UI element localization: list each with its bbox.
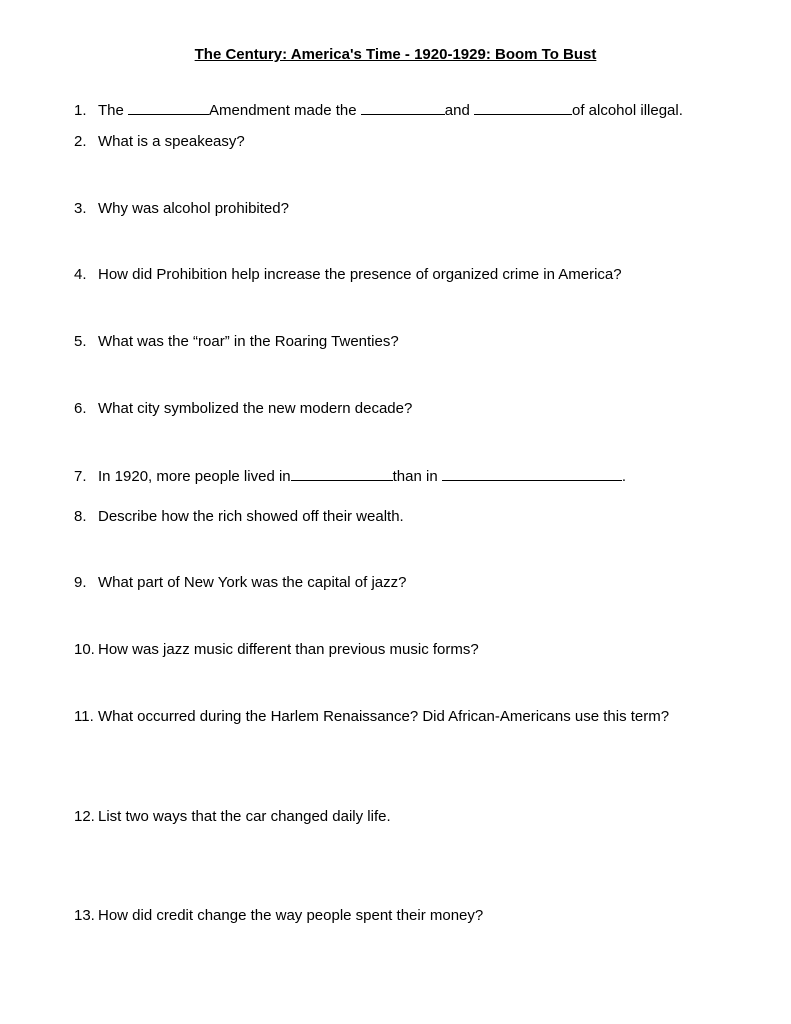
- question-text-part: and: [444, 102, 474, 119]
- question-number: 2.: [74, 133, 87, 150]
- question-13: [74, 907, 483, 925]
- question-text: What city symbolized the new modern decade?: [98, 400, 413, 417]
- question-number: 13.: [74, 907, 95, 924]
- question-number: 8.: [74, 508, 87, 525]
- answer-blank[interactable]: [474, 100, 572, 115]
- question-2: [74, 133, 245, 151]
- question-text: How did credit change the way people spent their money?: [98, 907, 484, 924]
- question-text: What occurred during the Harlem Renaissance? Did African-Americans use this term?: [98, 708, 670, 725]
- question-9: [74, 574, 407, 592]
- question-11: [74, 708, 669, 726]
- question-12: [74, 808, 391, 826]
- question-text: What is a speakeasy?: [98, 133, 245, 150]
- question-10: [74, 641, 479, 659]
- question-number: 11.: [74, 708, 94, 725]
- question-3: [74, 200, 289, 218]
- question-1: [74, 100, 683, 120]
- answer-blank[interactable]: [128, 100, 209, 115]
- question-text-part: In 1920, more people lived in: [98, 468, 291, 485]
- question-text: What part of New York was the capital of jazz?: [98, 574, 407, 591]
- question-number: 7.: [74, 468, 87, 485]
- question-number: 10.: [74, 641, 95, 658]
- question-number: 9.: [74, 574, 87, 591]
- answer-blank[interactable]: [361, 100, 445, 115]
- question-text-part: Amendment made the: [209, 102, 361, 119]
- question-number: 12.: [74, 808, 95, 825]
- worksheet-title: The Century: America's Time - 1920-1929: Boom To Bust: [194, 46, 597, 63]
- question-number: 4.: [74, 266, 87, 283]
- question-8: [74, 508, 404, 526]
- question-number: 3.: [74, 200, 87, 217]
- question-text-part: than in: [392, 468, 442, 485]
- question-5: [74, 333, 399, 351]
- answer-blank[interactable]: [442, 466, 622, 481]
- question-text: How did Prohibition help increase the presence of organized crime in America?: [98, 266, 622, 283]
- question-4: [74, 266, 622, 284]
- question-text-part: of alcohol illegal.: [571, 102, 683, 119]
- question-text: List two ways that the car changed daily life.: [98, 808, 391, 825]
- question-7: [74, 466, 626, 486]
- question-text: How was jazz music different than previous music forms?: [98, 641, 479, 658]
- question-text: Describe how the rich showed off their wealth.: [98, 508, 404, 525]
- question-text-part: .: [621, 468, 627, 485]
- question-6: [74, 400, 412, 418]
- question-number: 5.: [74, 333, 87, 350]
- question-text: What was the “roar” in the Roaring Twenties?: [98, 333, 399, 350]
- question-text: Why was alcohol prohibited?: [98, 200, 289, 217]
- question-text-part: The: [98, 102, 129, 119]
- question-number: 1.: [74, 102, 87, 119]
- answer-blank[interactable]: [291, 466, 393, 481]
- question-number: 6.: [74, 400, 87, 417]
